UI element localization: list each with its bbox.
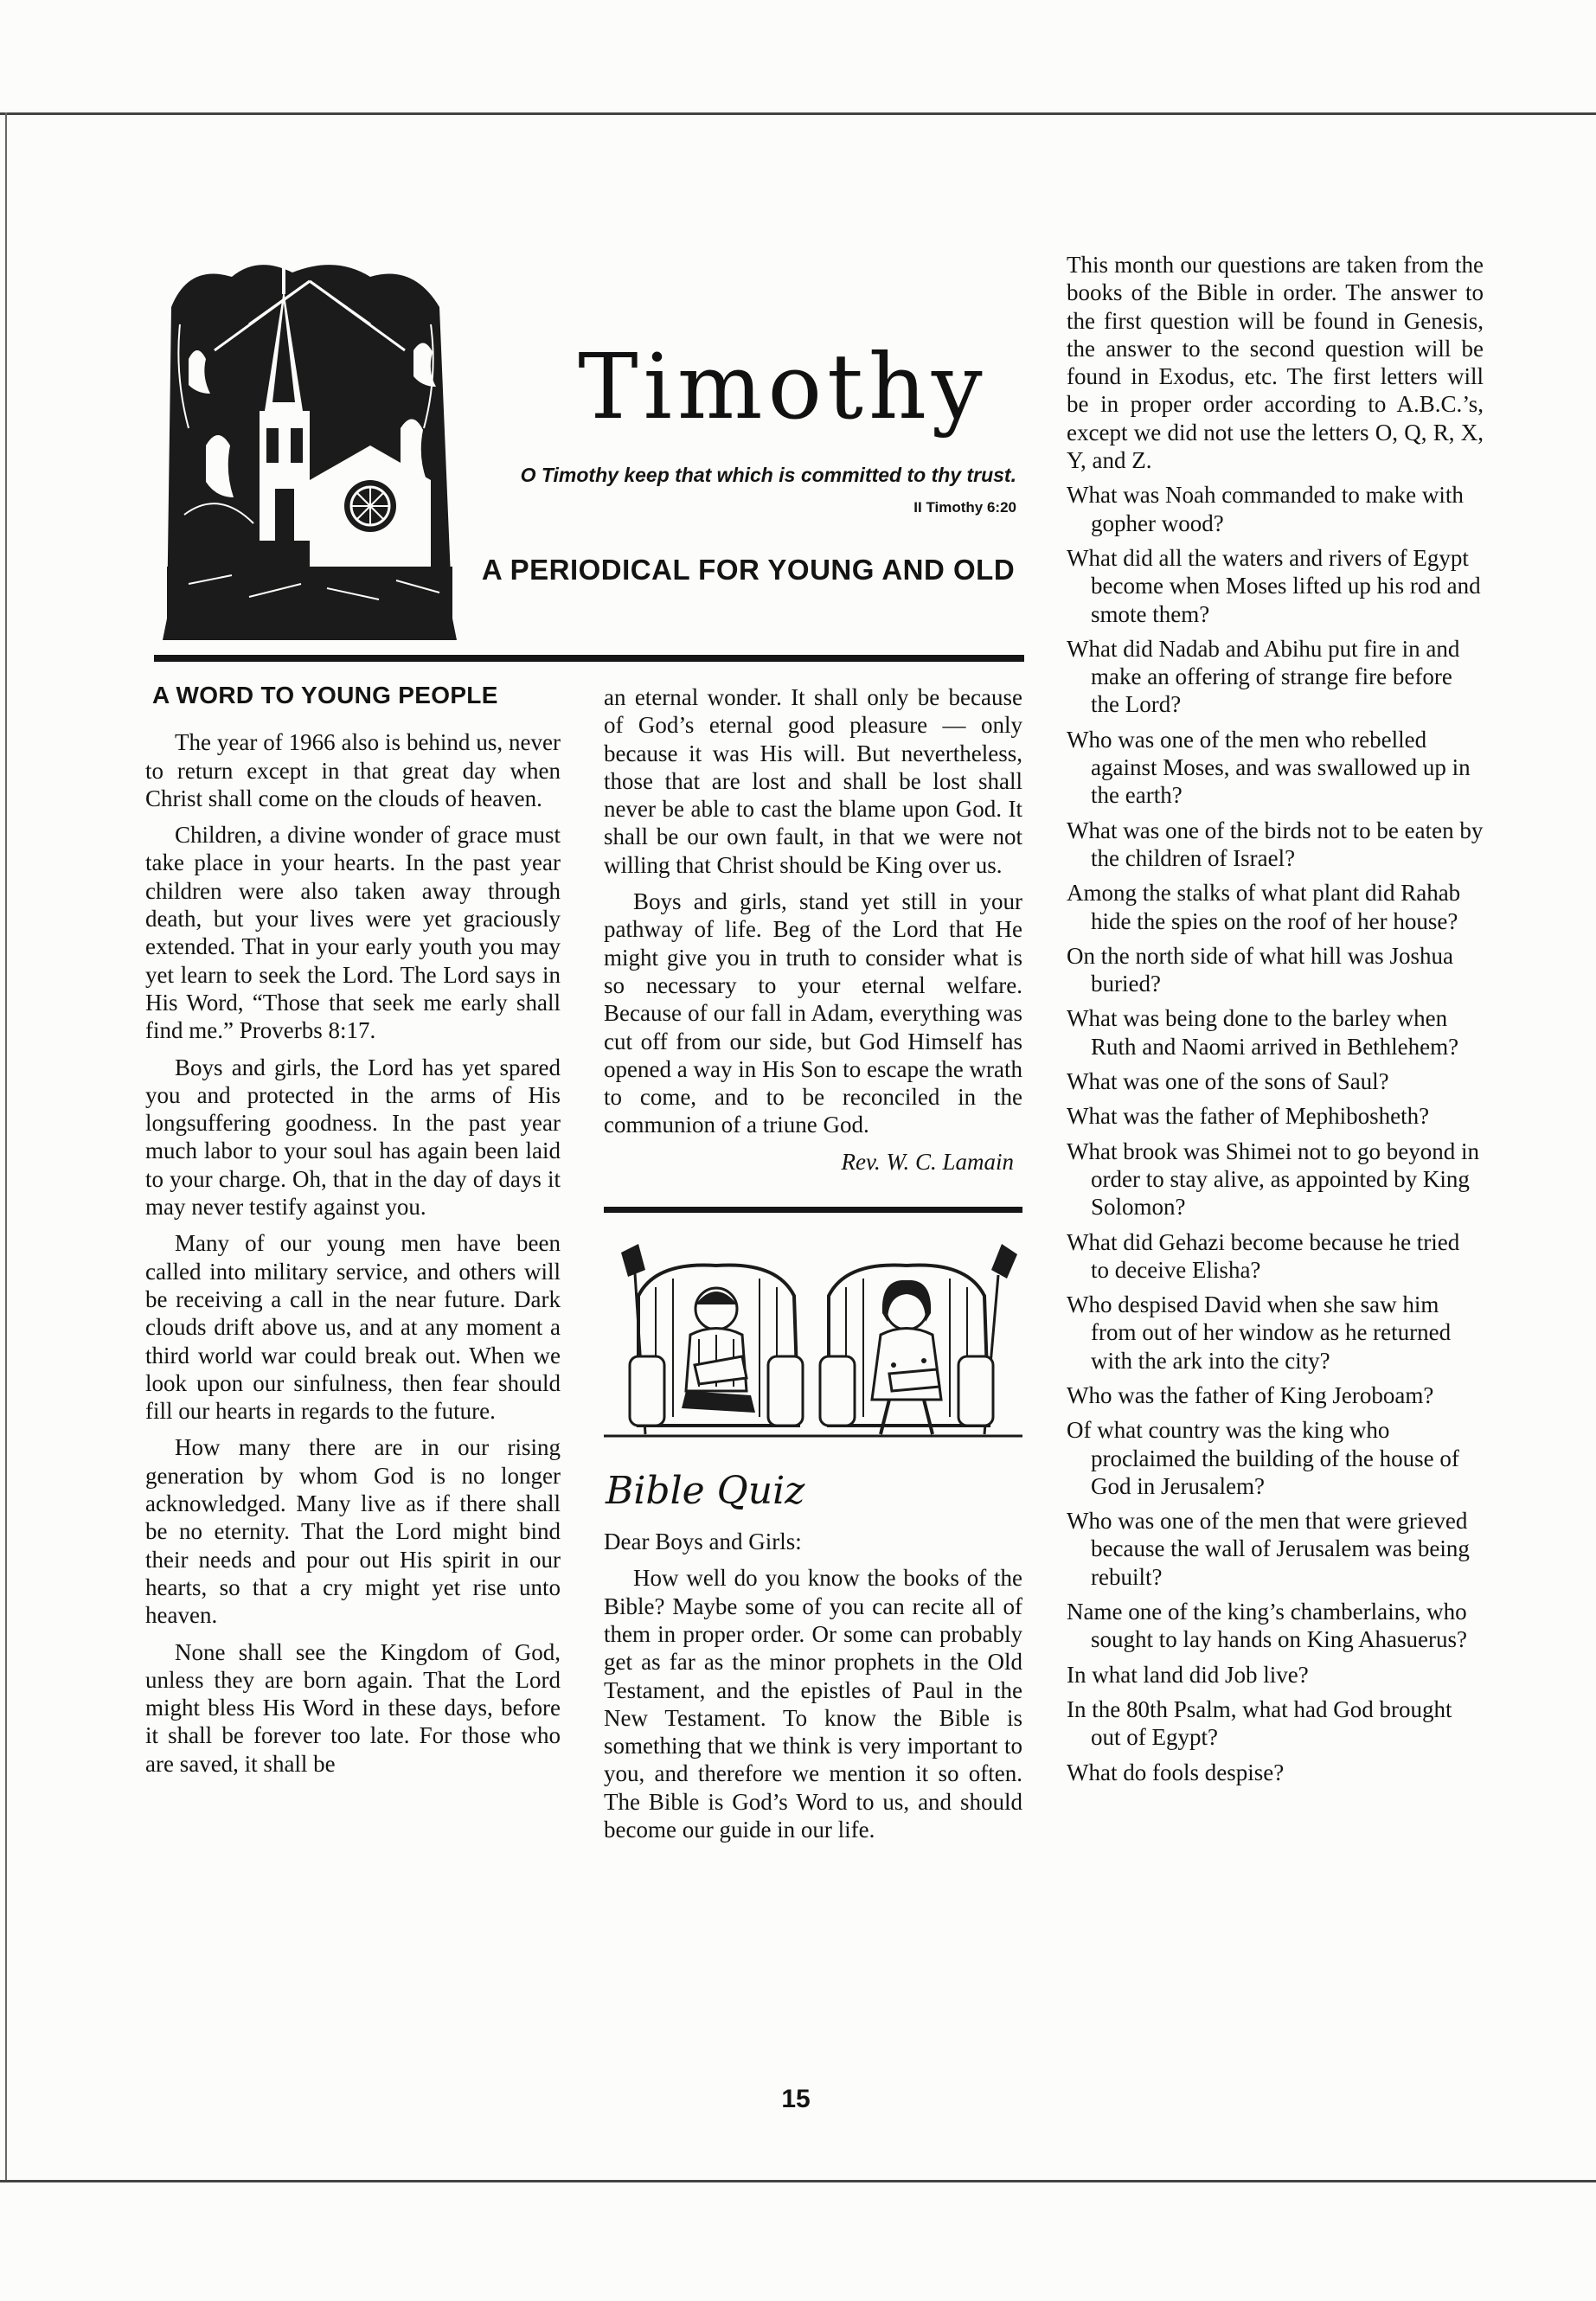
article-continuation: Boys and girls, stand yet still in your pathway of life. Beg of the Lord that He might give you in truth to consider what is so necessary to your eternal welfare. Because of our fall in Adam, everything was cut off from our side, but God Himself has opened a way in His Son to escape the wrath to come, and to be reconciled in the communion of a triune God. — [604, 888, 1022, 1138]
quiz-question: On the north side of what hill was Joshua buried? — [1067, 942, 1453, 997]
article-column-left — [145, 682, 561, 1786]
article-paragraph: None shall see the Kingdom of God, unless they are born again. That the Lord might bless His Word in these days, before it shall be forever too late. For those who are saved, it shall be — [145, 1638, 561, 1777]
page-number: 15 — [781, 2085, 811, 2113]
quiz-question: In what land did Job live? — [1067, 1661, 1309, 1688]
quiz-question: Who despised David when she saw him from out of her window as he returned with the ark into the city? — [1067, 1292, 1452, 1374]
quiz-question: What was being done to the barley when Ruth and Naomi arrived in Bethlehem? — [1067, 1005, 1459, 1060]
article-column-middle — [604, 683, 1022, 1852]
quiz-question: What was one of the birds not to be eaten by the children of Israel? — [1067, 817, 1484, 871]
quiz-question: Of what country was the king who proclaimed the building of the house of God in Jerusalem? — [1067, 1417, 1459, 1499]
quiz-question: What did all the waters and rivers of Egypt become when Moses lifted up his rod and smote them? — [1067, 544, 1481, 627]
quiz-question: In the 80th Psalm, what had God brought out of Egypt? — [1067, 1695, 1452, 1751]
masthead-motto: O Timothy keep that which is committed to thy trust. — [520, 464, 1016, 486]
article-paragraph: Children, a divine wonder of grace must take place in your hearts. In the past year children were also taken away through death, but your lives were yet graciously extended. That in your early youth you may yet learn to seek the Lord. The Lord says in His Word, “Those that seek me early shall find me.” Proverbs 8:17. — [145, 822, 561, 1044]
article-continuation: an eternal wonder. It shall only be because of God’s eternal good pleasure — only because it was His will. But nevertheless, those that are lost and shall be lost shall never be able to cast the blame upon God. It shall be our own fault, in that we were not willing that Christ should be King over us. — [604, 684, 1022, 878]
quiz-question: Among the stalks of what plant did Rahab hide the spies on the roof of her house? — [1067, 880, 1461, 934]
quiz-question: Who was one of the men that were grieved because the wall of Jerusalem was being rebuilt? — [1067, 1508, 1470, 1590]
masthead-scripture-reference: II Timothy 6:20 — [913, 499, 1016, 516]
quiz-greeting: Dear Boys and Girls: — [604, 1529, 802, 1555]
children-reading-illustration — [604, 1235, 1022, 1453]
quiz-question-list — [1067, 481, 1484, 1785]
article-heading: A WORD TO YOUNG PEOPLE — [152, 682, 498, 708]
quiz-question: What brook was Shimei not to go beyond in order to stay alive, as appointed by King Solomon? — [1067, 1138, 1479, 1221]
article-paragraph: Many of our young men have been called into military service, and others will be receiving a call in the near future. Dark clouds drift above us, and at any moment a third world war could break out. When we look upon our sinfulness, then fear should fill our hearts in regards to the future. — [145, 1230, 561, 1425]
masthead-title: Timothy — [578, 334, 988, 439]
quiz-question: Who was the father of King Jeroboam? — [1067, 1381, 1434, 1408]
quiz-question: What do fools despise? — [1067, 1759, 1285, 1785]
quiz-question: What was Noah commanded to make with gopher wood? — [1067, 482, 1464, 536]
page-border-bottom — [0, 2180, 1596, 2182]
masthead-divider — [154, 655, 1024, 662]
quiz-question: What was the father of Mephibosheth? — [1067, 1103, 1430, 1130]
quiz-question: Who was one of the men who rebelled against Moses, and was swallowed up in the earth? — [1067, 726, 1471, 809]
article-signature: Rev. W. C. Lamain — [841, 1148, 1014, 1175]
quiz-question: What did Nadab and Abihu put fire in and make an offering of strange fire before the Lord? — [1067, 635, 1460, 718]
article-paragraph: The year of 1966 also is behind us, never to return except in that great day when Christ shall come on the clouds of heaven. — [145, 729, 561, 811]
page-border-left — [5, 112, 7, 2180]
masthead-subtitle: A PERIODICAL FOR YOUNG AND OLD — [481, 554, 1016, 586]
page-border-top — [0, 112, 1596, 115]
quiz-title: Bible Quiz — [606, 1469, 805, 1514]
section-divider — [604, 1207, 1022, 1213]
quiz-column-right — [1067, 251, 1484, 1793]
quiz-question: What was one of the sons of Saul? — [1067, 1068, 1389, 1095]
quiz-question: What did Gehazi become because he tried to deceive Elisha? — [1067, 1228, 1460, 1283]
quiz-question: Name one of the king’s chamberlains, who sought to lay hands on King Ahasuerus? — [1067, 1599, 1467, 1653]
quiz-instructions: This month our questions are taken from the books of the Bible in order. The answer to the first question will be found in Genesis, the answer to the second question will be found in Exodus, etc. The first letters will be in proper order according to A.B.C.’s, except we did not use the letters O, Q, R, X, Y, and Z. — [1067, 252, 1484, 474]
article-paragraph: Boys and girls, the Lord has yet spared you and protected in the arms of His longsuffering goodness. In the past year much labor to your soul has again been laid to your charge. Oh, that in the day of days it may never testify against you. — [145, 1054, 561, 1221]
church-woodcut-illustration — [154, 255, 465, 644]
quiz-intro: How well do you know the books of the Bible? Maybe some of you can recite all of them in proper order. Or some can probably get as far as the minor prophets in the Old Testament, and the epistles of Paul in the New Testament. To know the Bible is something that we think is very important to you, and therefore we mention it so often. The Bible is God’s Word to us, and should become our guide in our life. — [604, 1565, 1022, 1843]
article-paragraph: How many there are in our rising generation by whom God is no longer acknowledged. Many live as if there shall be no eternity. That the Lord might bind their needs and pour out His spirit in our hearts, so that a cry might yet rise unto heaven. — [145, 1434, 561, 1629]
